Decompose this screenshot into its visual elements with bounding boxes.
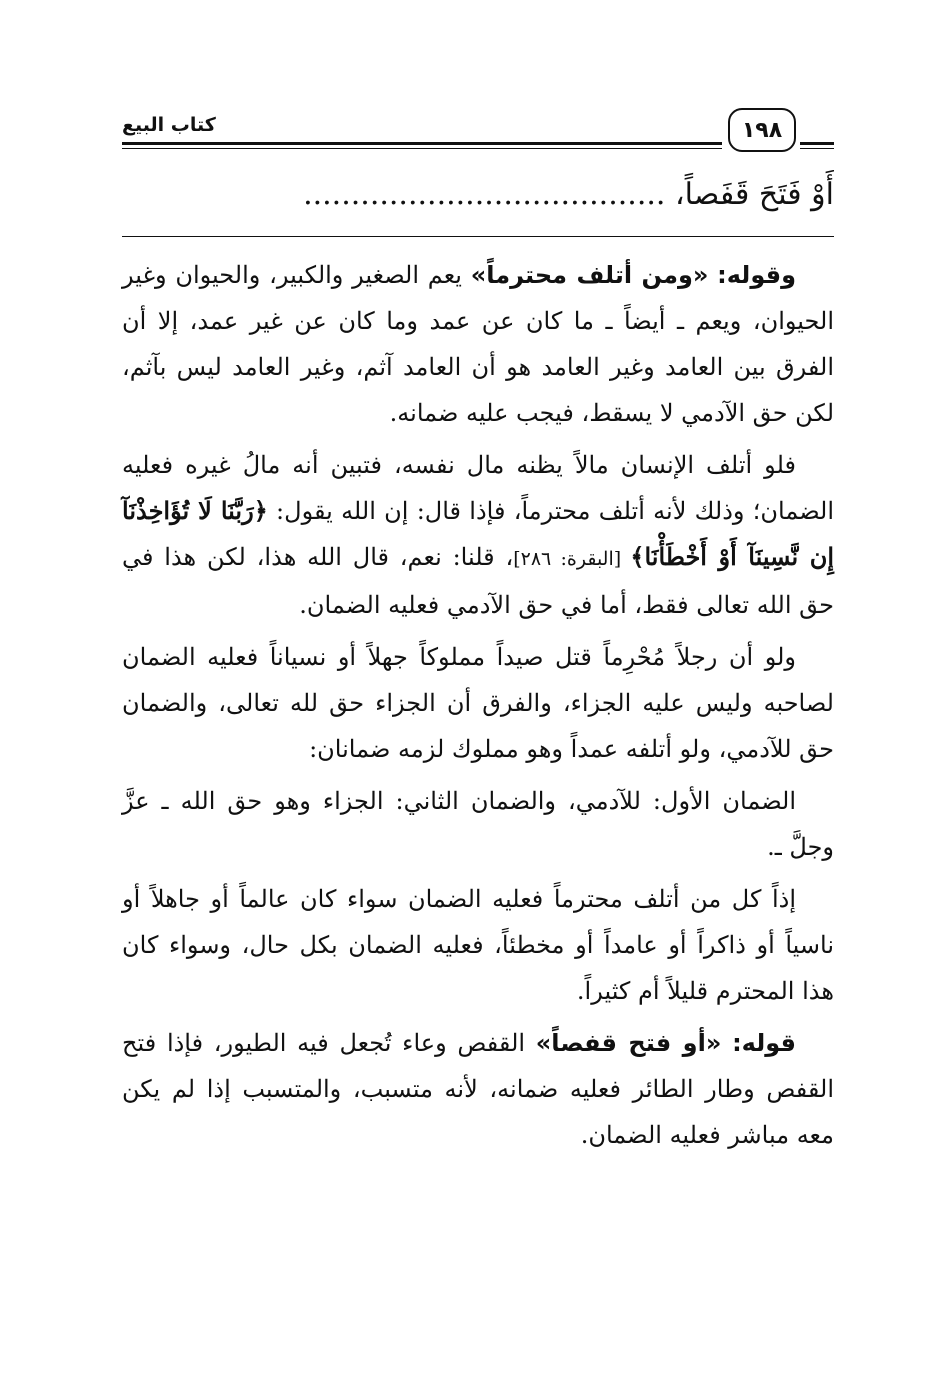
page-number: ١٩٨ [728, 108, 796, 152]
paragraph-4 [122, 778, 834, 870]
paragraph-6 [122, 1020, 834, 1158]
paragraph-1-quote: «ومن أتلف محترماً» [470, 261, 709, 289]
header-rule-right-thick [800, 142, 834, 145]
matn-dots: ...................................... [303, 177, 666, 212]
paragraph-2-text-after: ، قلنا: نعم، قال الله هذا، لكن هذا في حق الله تعالى فقط، أما في حق الآدمي فعليه الضمان. [122, 543, 834, 619]
header-rule-right-thin [800, 148, 834, 149]
paragraph-6-text: القفص وعاء تُجعل فيه الطيور، فإذا فتح القفص وطار الطائر فعليه ضمانه، لأنه متسبب، والمتسبب إذا لم يكن معه مباشر فعليه الضمان. [122, 1029, 834, 1149]
matn-divider [122, 236, 834, 237]
matn-text: أَوْ فَتَحَ قَفَصاً، [674, 177, 834, 212]
paragraph-2-text-before: فلو أتلف الإنسان مالاً يظنه مال نفسه، فتبين أنه مالُ غيره فعليه الضمان؛ وذلك لأنه أتلف محترماً، فإذا قال: إن الله يقول: [122, 451, 834, 525]
paragraph-3-text: ولو أن رجلاً مُحْرِماً قتل صيداً مملوكاً جهلاً أو نسياناً فعليه الضمان لصاحبه وليس عليه الجزاء، والفرق أن الجزاء حق لله تعالى، والضمان حق للآدمي، ولو أتلفه عمداً وهو مملوك لزمه ضمانان: [122, 643, 834, 763]
paragraph-5 [122, 876, 834, 1014]
paragraph-1 [122, 252, 834, 436]
commentary-body [122, 252, 834, 1164]
paragraph-3 [122, 634, 834, 772]
paragraph-1-lead: وقوله: [717, 261, 796, 289]
paragraph-4-text: الضمان الأول: للآدمي، والضمان الثاني: الجزاء وهو حق الله ـ عزَّ وجلَّ ـ. [122, 787, 834, 861]
running-title: كتاب البيع [122, 114, 216, 136]
paragraph-2 [122, 442, 834, 628]
paragraph-1-text: يعم الصغير والكبير، والحيوان وغير الحيوان، ويعم ـ أيضاً ـ ما كان عن عمد وما كان عن غير عمد، إلا أن الفرق بين العامد وغير العامد هو أن العامد آثم، وغير العامد ليس بآثم، لكن حق الآدمي لا يسقط، فيجب عليه ضمانه. [122, 261, 834, 427]
page-header [122, 108, 834, 154]
paragraph-6-quote: «أو فتح قفصاً» [535, 1029, 722, 1057]
paragraph-5-text: إذاً كل من أتلف محترماً فعليه الضمان سواء كان عالماً أو جاهلاً أو ناسياً أو ذاكراً أو عامداً أو مخطئاً، فعليه الضمان بكل حال، وسواء كان هذا المحترم قليلاً أم كثيراً. [122, 885, 834, 1005]
matn-line [122, 170, 834, 220]
header-rule-thin [122, 148, 722, 149]
paragraph-6-lead: قوله: [732, 1029, 796, 1057]
quran-verse: ﴿رَبَّنَا لَا تُؤَاخِذْنَآ إِن نَّسِينَآ أَوْ أَخْطَأْنَا﴾ [122, 496, 835, 571]
header-rule-thick [122, 142, 722, 145]
verse-reference: [البقرة: ٢٨٦] [513, 548, 631, 570]
